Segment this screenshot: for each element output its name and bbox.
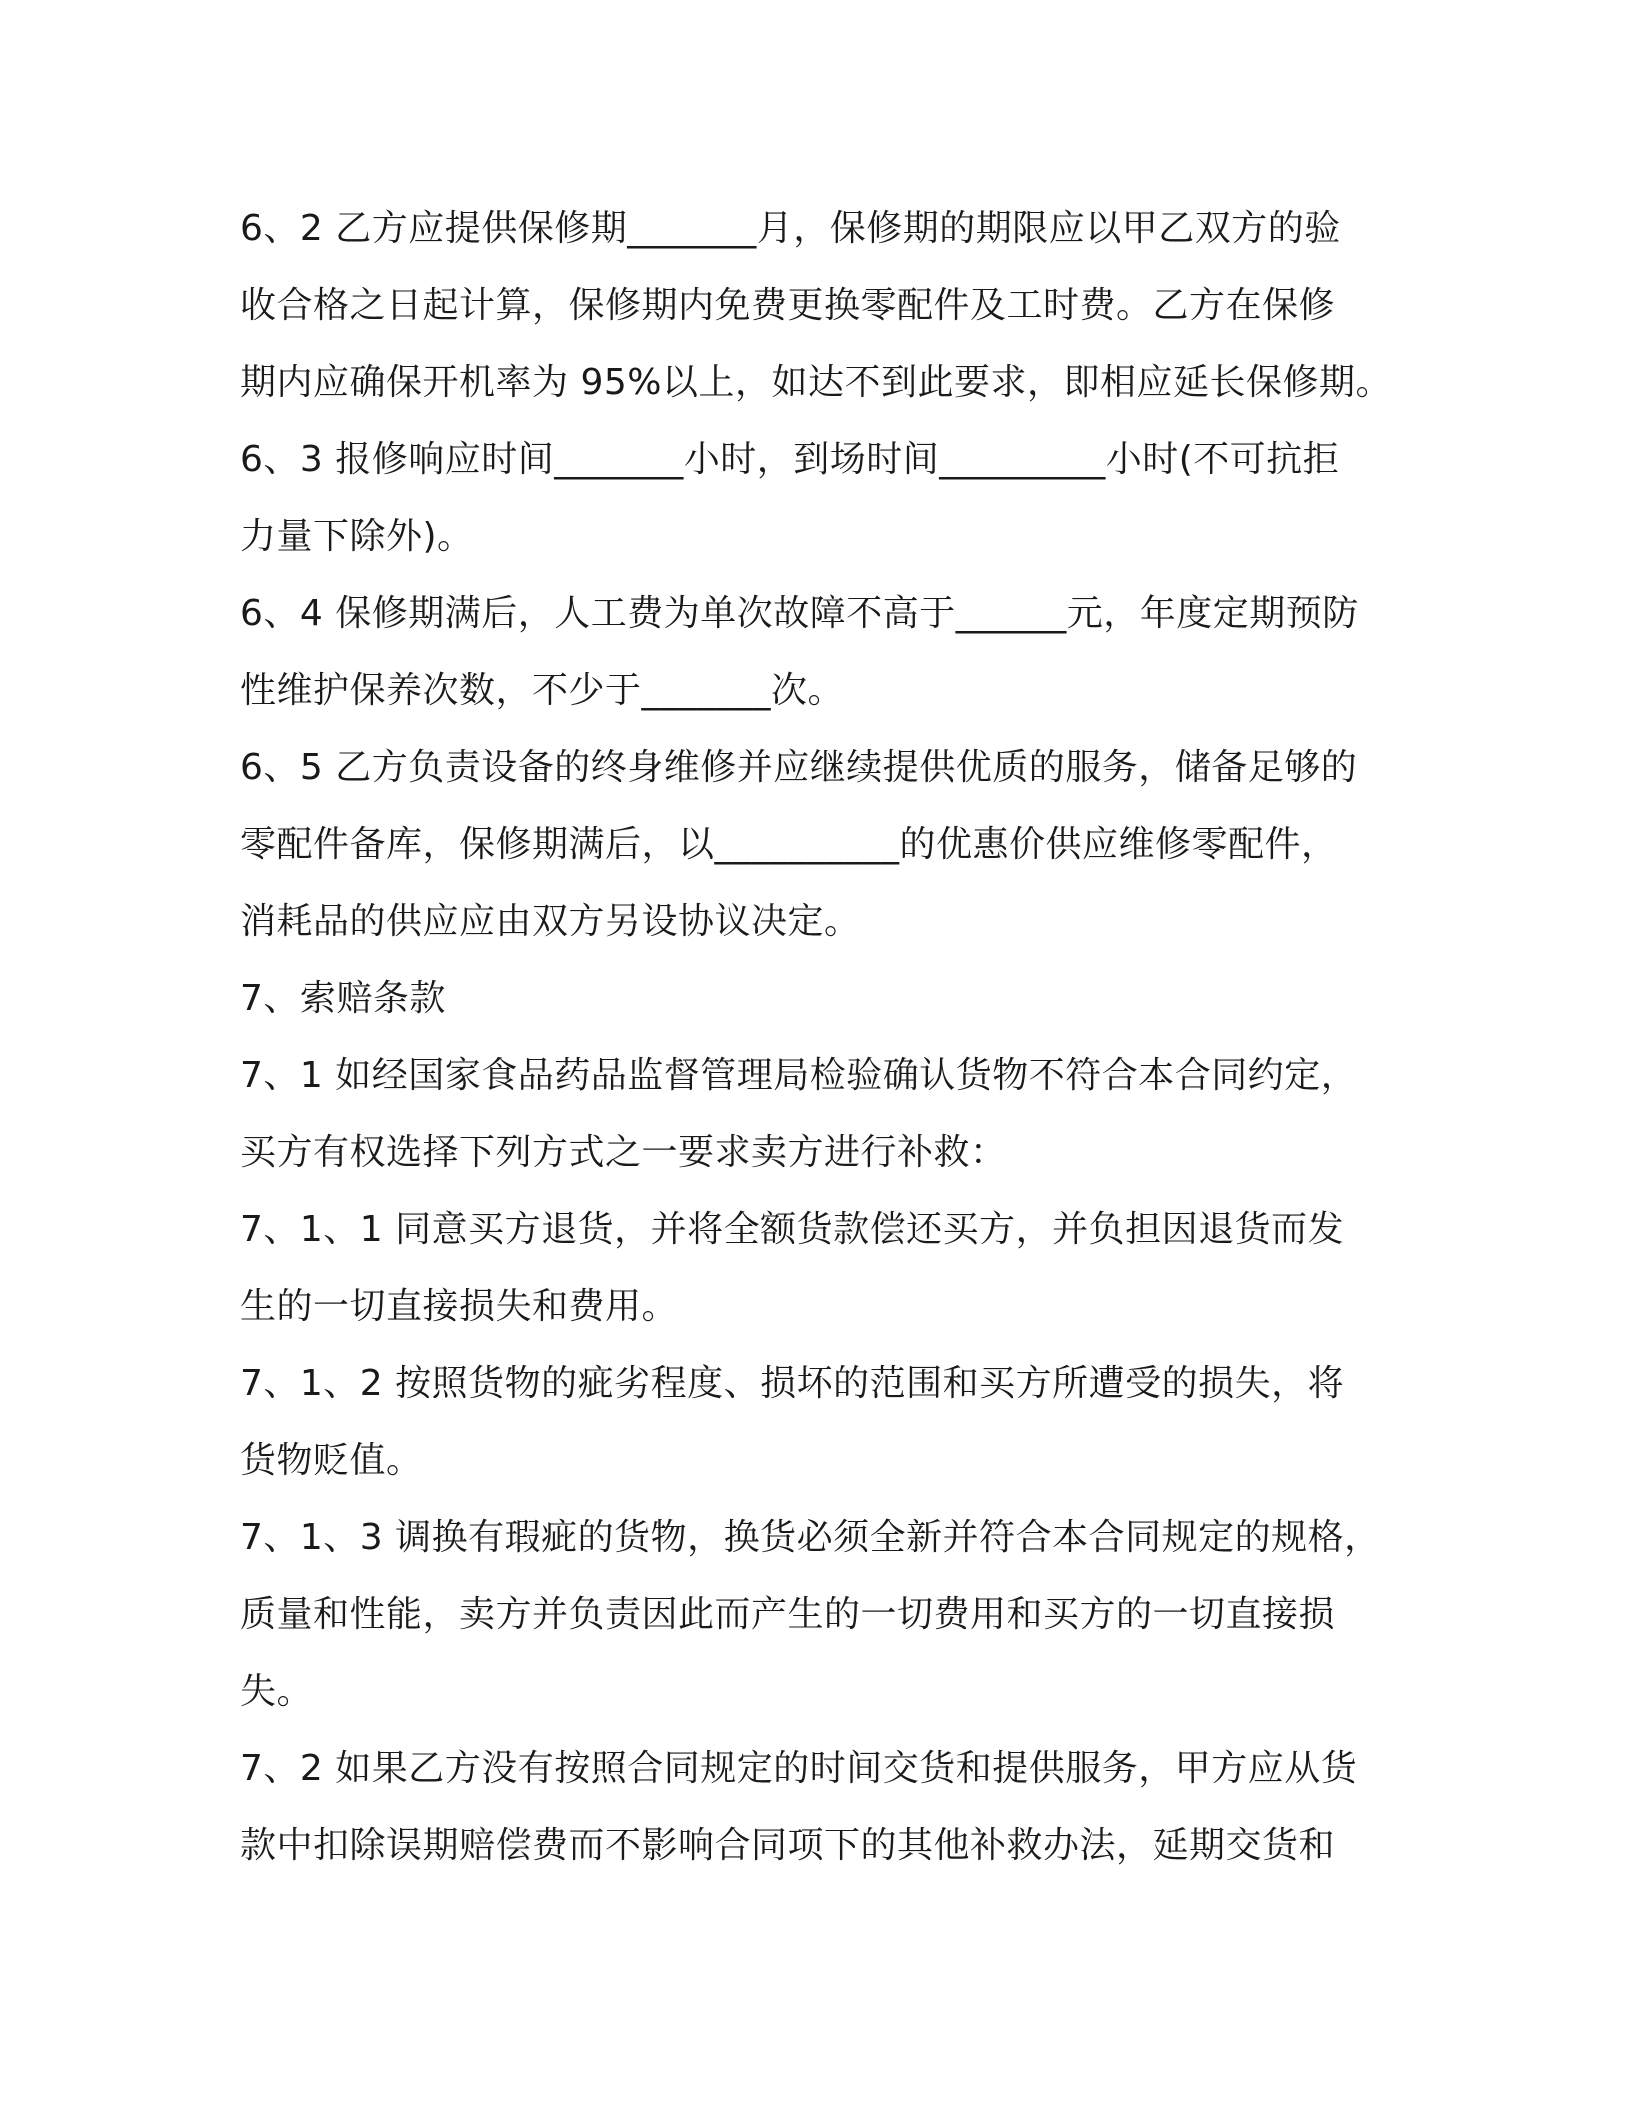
text-line-12: 7、1 如经国家食品药品监督管理局检验确认货物不符合本合同约定， <box>240 1055 1358 1096</box>
text-line-8: 6、5 乙方负责设备的终身维修并应继续提供优质的服务，储备足够的 <box>240 747 1358 788</box>
text-line-2: 收合格之日起计算，保修期内免费更换零配件及工时费。乙方在保修 <box>240 285 1336 326</box>
text-line-4: 6、3 报修响应时间_______小时，到场时间_________小时(不可抗拒 <box>240 439 1340 480</box>
text-line-10: 消耗品的供应应由双方另设协议决定。 <box>240 901 861 942</box>
text-line-6: 6、4 保修期满后，人工费为单次故障不高于______元，年度定期预防 <box>240 593 1359 634</box>
text-line-7: 性维护保养次数，不少于_______次。 <box>240 670 845 711</box>
text-line-17: 货物贬值。 <box>240 1440 423 1481</box>
text-line-5: 力量下除外)。 <box>240 516 474 557</box>
section-heading-claims: 7、索赔条款 <box>240 978 446 1019</box>
text-line-3: 期内应确保开机率为 95%以上，如达不到此要求，即相应延长保修期。 <box>240 362 1392 403</box>
text-line-16: 7、1、2 按照货物的疵劣程度、损坏的范围和买方所遭受的损失，将 <box>240 1363 1345 1404</box>
text-line-15: 生的一切直接损失和费用。 <box>240 1286 679 1327</box>
text-line-1: 6、2 乙方应提供保修期_______月，保修期的期限应以甲乙双方的验 <box>240 208 1341 249</box>
document-page <box>240 190 1420 1884</box>
text-line-19: 质量和性能，卖方并负责因此而产生的一切费用和买方的一切直接损 <box>240 1594 1336 1635</box>
text-line-18: 7、1、3 调换有瑕疵的货物，换货必须全新并符合本合同规定的规格， <box>240 1517 1381 1558</box>
text-line-13: 买方有权选择下列方式之一要求卖方进行补救： <box>240 1132 1007 1173</box>
text-line-9: 零配件备库，保修期满后，以__________的优惠价供应维修零配件， <box>240 824 1338 865</box>
text-line-22: 款中扣除误期赔偿费而不影响合同项下的其他补救办法，延期交货和 <box>240 1825 1336 1866</box>
text-line-20: 失。 <box>240 1671 314 1712</box>
text-line-14: 7、1、1 同意买方退货，并将全额货款偿还买方，并负担因退货而发 <box>240 1209 1345 1250</box>
text-line-21: 7、2 如果乙方没有按照合同规定的时间交货和提供服务，甲方应从货 <box>240 1748 1358 1789</box>
